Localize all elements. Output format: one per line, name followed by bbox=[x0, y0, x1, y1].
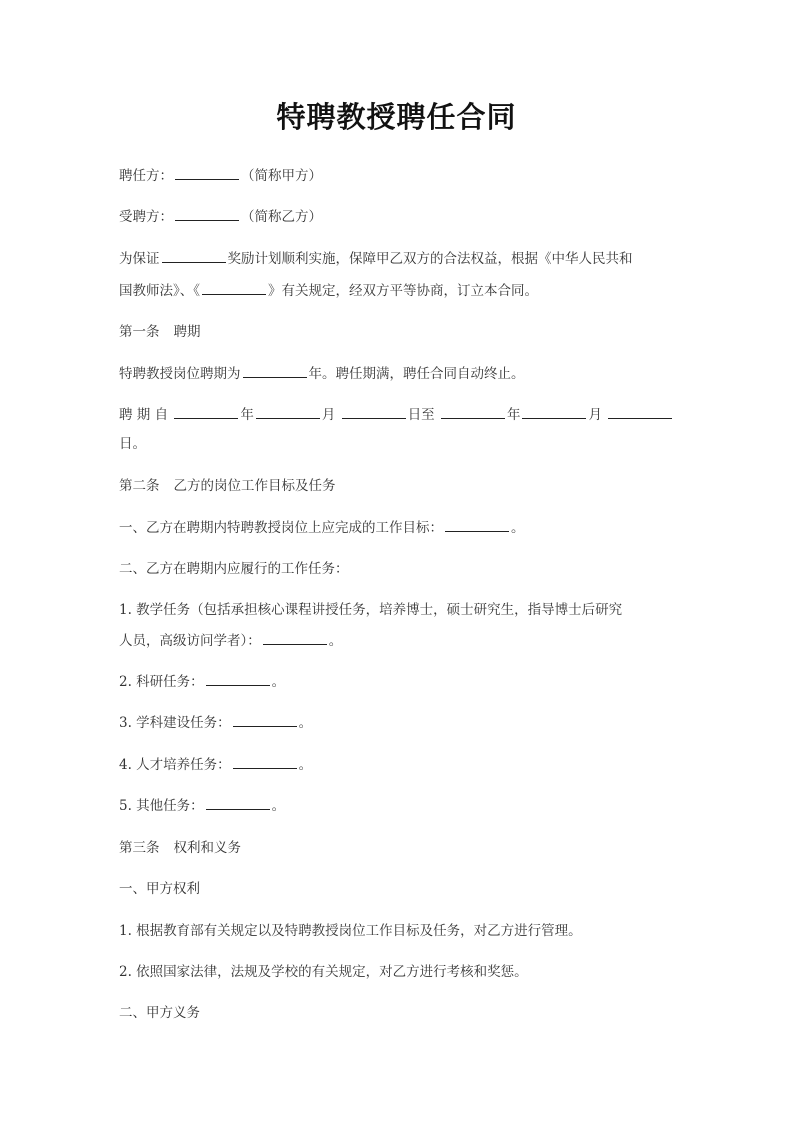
preamble-text: 》有关规定，经双方平等协商，订立本合同。 bbox=[268, 283, 538, 299]
article-number: 第三条 bbox=[119, 840, 160, 856]
task-text: 2. 科研任务： bbox=[119, 674, 204, 690]
right-1: 1. 根据教育部有关规定以及特聘教授岗位工作目标及任务，对乙方进行管理。 bbox=[119, 923, 582, 939]
preamble-text: 国教师法》、《 bbox=[119, 283, 200, 299]
tasks-intro: 二、乙方在聘期内应履行的工作任务： bbox=[119, 561, 349, 577]
day-to-label: 日至 bbox=[407, 407, 435, 423]
employee-suffix: （简称乙方） bbox=[241, 209, 322, 225]
period-mark: 。 bbox=[298, 757, 313, 773]
month-label: 月 bbox=[588, 407, 602, 423]
period-line-end bbox=[119, 434, 679, 454]
employee-line bbox=[119, 207, 679, 227]
day-end-label: 日。 bbox=[119, 436, 146, 452]
period-line bbox=[119, 405, 679, 425]
employer-blank[interactable] bbox=[175, 167, 239, 180]
task-1-line-1: 1. 教学任务（包括承担核心课程讲授任务，培养博士，硕士研究生，指导博士后研究 bbox=[119, 602, 623, 618]
task-2 bbox=[119, 672, 679, 692]
term-text: 年。聘任期满，聘任合同自动终止。 bbox=[308, 366, 525, 382]
article3-heading bbox=[119, 838, 679, 858]
task-5-blank[interactable] bbox=[206, 797, 270, 810]
article-title: 乙方的岗位工作目标及任务 bbox=[173, 478, 336, 494]
document-title: 特聘教授聘任合同 bbox=[276, 100, 517, 134]
employer-suffix: （简称甲方） bbox=[241, 168, 322, 184]
period-mark: 。 bbox=[328, 633, 343, 649]
employer-label: 聘任方： bbox=[119, 168, 173, 184]
task-text: 5. 其他任务： bbox=[119, 798, 204, 814]
end-year-blank[interactable] bbox=[441, 406, 505, 419]
end-day-blank[interactable] bbox=[608, 406, 672, 419]
task-2-blank[interactable] bbox=[206, 673, 270, 686]
preamble-line-1 bbox=[119, 249, 679, 269]
task-5 bbox=[119, 796, 679, 816]
term-line bbox=[119, 364, 679, 384]
task-1-line-2 bbox=[119, 631, 679, 651]
article-number: 第二条 bbox=[119, 478, 160, 494]
rights-heading: 一、甲方权利 bbox=[119, 881, 200, 897]
article-number: 第一条 bbox=[119, 324, 160, 340]
task-4 bbox=[119, 755, 679, 775]
period-mark: 。 bbox=[271, 798, 286, 814]
start-month-blank[interactable] bbox=[256, 406, 320, 419]
task-1-blank[interactable] bbox=[263, 632, 327, 645]
article-title: 权利和义务 bbox=[173, 840, 241, 856]
year-label: 年 bbox=[506, 407, 521, 423]
task-text: 4. 人才培养任务： bbox=[119, 757, 231, 773]
task-4-blank[interactable] bbox=[233, 756, 297, 769]
preamble-line-2 bbox=[119, 281, 679, 301]
employee-blank[interactable] bbox=[175, 208, 239, 221]
right-2: 2. 依照国家法律，法规及学校的有关规定，对乙方进行考核和奖惩。 bbox=[119, 964, 528, 980]
employee-label: 受聘方： bbox=[119, 209, 173, 225]
duties-heading: 二、甲方义务 bbox=[119, 1005, 200, 1021]
year-label: 年 bbox=[240, 407, 254, 423]
article-title: 聘期 bbox=[173, 324, 201, 340]
task-3-blank[interactable] bbox=[233, 714, 297, 727]
period-mark: 。 bbox=[511, 520, 525, 536]
period-mark: 。 bbox=[298, 715, 313, 731]
program-blank[interactable] bbox=[162, 250, 226, 263]
goal-blank[interactable] bbox=[445, 519, 509, 532]
employer-line bbox=[119, 166, 679, 186]
task-3 bbox=[119, 713, 679, 733]
regulation-blank[interactable] bbox=[202, 282, 266, 295]
period-mark: 。 bbox=[271, 674, 286, 690]
preamble-text: 奖励计划顺利实施，保障甲乙双方的合法权益，根据《中华人民共和 bbox=[227, 251, 633, 267]
article1-heading bbox=[119, 322, 679, 342]
term-years-blank[interactable] bbox=[243, 365, 307, 378]
task-text: 人员，高级访问学者）： bbox=[119, 633, 261, 649]
term-text: 特聘教授岗位聘期为 bbox=[119, 366, 241, 382]
preamble-text: 为保证 bbox=[119, 251, 160, 267]
start-year-blank[interactable] bbox=[174, 406, 238, 419]
goal-text: 一、乙方在聘期内特聘教授岗位上应完成的工作目标： bbox=[119, 520, 443, 536]
task-text: 3. 学科建设任务： bbox=[119, 715, 231, 731]
period-text: 聘 期 自 bbox=[119, 407, 169, 423]
goal-line bbox=[119, 518, 679, 538]
start-day-blank[interactable] bbox=[342, 406, 406, 419]
month-label: 月 bbox=[321, 407, 336, 423]
article2-heading bbox=[119, 476, 679, 496]
end-month-blank[interactable] bbox=[522, 406, 586, 419]
